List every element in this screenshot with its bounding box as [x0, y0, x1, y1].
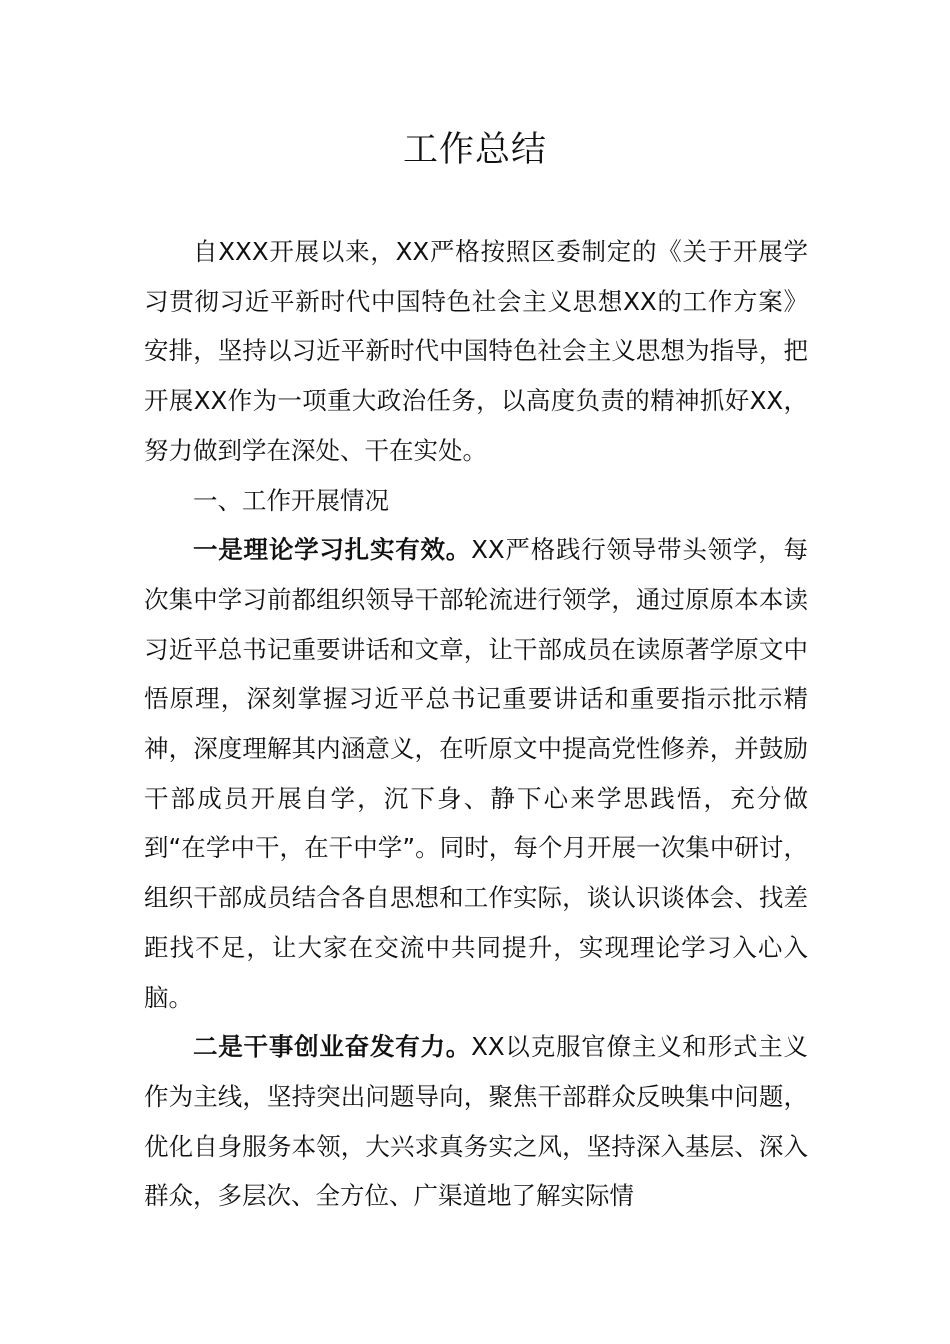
point-one-lead: 一是理论学习扎实有效。: [193, 535, 472, 565]
point-two-lead: 二是干事创业奋发有力。: [193, 1032, 472, 1062]
point-two-paragraph: [144, 1022, 808, 1221]
intro-paragraph: 自XXX开展以来，XX严格按照区委制定的《关于开展学习贯彻习近平新时代中国特色社会主义思想XX的工作方案》安排，坚持以习近平新时代中国特色社会主义思想为指导，把开展XX作为一项重大政治任务，以高度负责的精神抓好XX，努力做到学在深处、干在实处。: [144, 237, 808, 465]
point-one-paragraph: [144, 525, 808, 1022]
section-heading: 一、工作开展情况: [193, 485, 389, 515]
document-body: [144, 227, 808, 1221]
document-title: 工作总结: [402, 130, 547, 170]
point-one-text: XX严格践行领导带头领学，每次集中学习前都组织领导干部轮流进行领学，通过原原本本读习近平总书记重要讲话和文章，让干部成员在读原著学原文中悟原理，深刻掌握习近平总书记重要讲话和重要指示批示精神，深度理解其内涵意义，在听原文中提高党性修养，并鼓励干部成员开展自学，沉下身、静下心来学思践悟，充分做到“在学中干，在干中学”。同时，每个月开展一次集中研讨，组织干部成员结合各自思想和工作实际，谈认识谈体会、找差距找不足，让大家在交流中共同提升，实现理论学习入心入脑。: [144, 535, 808, 1012]
point-two-text: XX以克服官僚主义和形式主义作为主线，坚持突出问题导向，聚焦干部群众反映集中问题，优化自身服务本领，大兴求真务实之风，坚持深入基层、深入群众，多层次、全方位、广渠道地了解实际情: [144, 1032, 808, 1211]
